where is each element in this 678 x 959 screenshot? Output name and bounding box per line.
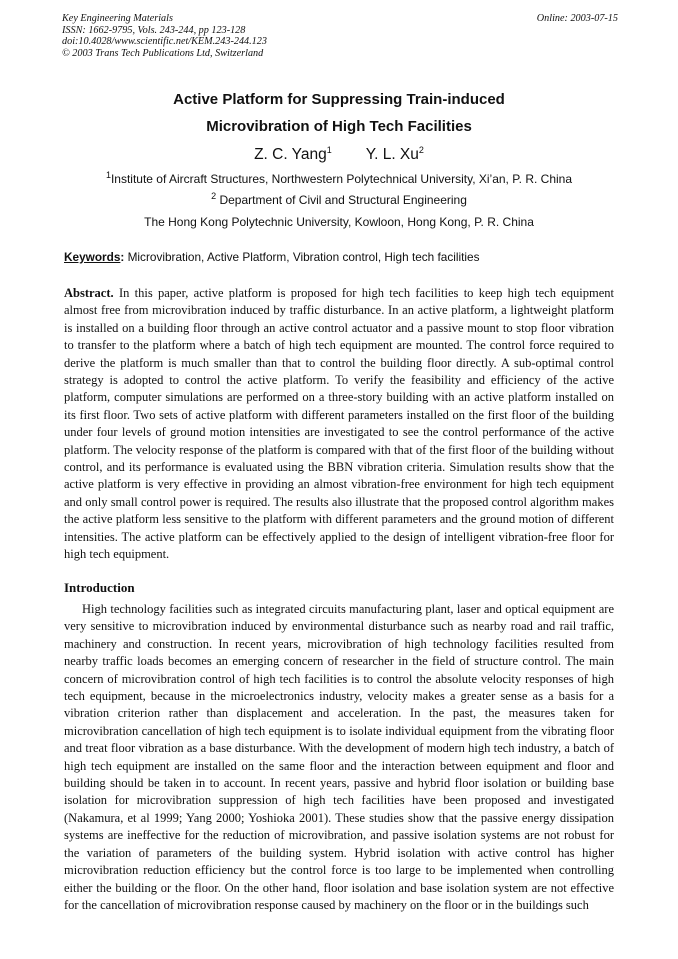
affiliation-text: Institute of Aircraft Structures, Northwestern Polytechnical University, Xi’an, P. R. China bbox=[110, 172, 573, 186]
abstract bbox=[64, 285, 614, 564]
online-date: Online: 2003-07-15 bbox=[536, 13, 618, 24]
affiliation-2 bbox=[40, 193, 638, 207]
affiliation-1 bbox=[40, 172, 638, 186]
issn-line: ISSN: 1662-9795, Vols. 243-244, pp 123-128 bbox=[62, 24, 246, 36]
author-affiliation-mark: 2 bbox=[418, 144, 424, 155]
faint-header-residue bbox=[62, 59, 618, 64]
journal-header bbox=[62, 13, 618, 64]
abstract-label: Abstract. bbox=[64, 286, 114, 300]
keywords: Keywords: Microvibration, Active Platform, Vibration control, High tech facilities bbox=[64, 250, 480, 264]
doi-line: doi:10.4028/www.scientific.net/KEM.243-244.123 bbox=[62, 36, 267, 48]
title-line-2: Microvibration of High Tech Facilities bbox=[206, 118, 472, 135]
affiliation-text: Department of Civil and Structural Engineering bbox=[219, 193, 467, 207]
author-name: Y. L. Xu bbox=[365, 146, 419, 163]
copyright-line: © 2003 Trans Tech Publications Ltd, Switzerland bbox=[62, 47, 264, 59]
author-name: Z. C. Yang bbox=[254, 146, 327, 163]
affiliation-mark: 2 bbox=[211, 191, 217, 201]
author-affiliation-mark: 1 bbox=[326, 144, 332, 155]
journal-name: Key Engineering Materials bbox=[62, 13, 173, 24]
introduction-paragraph: High technology facilities such as integrated circuits manufacturing plant, laser and optical equipment are very sensitive to microvibration induced by environmental disturbance such as nearby road and rail traffic, machinery and construction. In recent years, microvibration of high technology facilities resulted from nearby traffic loads becomes an emerging concern of researcher in the field of structure control. The main concern of microvibration control of high tech facilities is to control the absolute velocity responses of high tech equipment, because in the microelectronics industry, velocity makes a greater sense as a basis for a vibration criterion rather than displacement and acceleration. In the past, the measures taken for microvibration cancellation of high tech equipment is to isolate individual equipment from the vibrating floor and treat floor vibration as a base disturbance. With the development of modern high tech industry, a batch of high tech equipment are installed on the same floor and the interaction between equipment and floor and building should be taken in to account. In recent years, passive and hybrid floor isolation or building base isolation for microvibration suppression of high tech facilities have been proposed and investigated (Nakamura, et al 1999; Yang 2000; Yoshioka 2001). These studies show that the passive energy dissipation systems are ineffective for the reduction of microvibration, and passive isolation systems are not robust for the variation of parameters of the building system. Hybrid isolation with active control has higher microvibration reduction efficiency but the control force is too large to be implemented when controlling either the building or the floor. On the other hand, floor isolation and base isolation system are not effective for the cancellation of microvibration response caused by machinery on the floor or in the buildings such bbox=[64, 602, 614, 912]
keywords-label: Keywords bbox=[64, 250, 121, 264]
affiliation-3: The Hong Kong Polytechnic University, Kowloon, Hong Kong, P. R. China bbox=[144, 215, 534, 229]
author-list bbox=[40, 146, 638, 164]
introduction-heading: Introduction bbox=[64, 580, 135, 595]
title-line-1: Active Platform for Suppressing Train-induced bbox=[173, 91, 505, 108]
keywords-text: Microvibration, Active Platform, Vibration control, High tech facilities bbox=[127, 250, 480, 264]
affiliation-mark: 1 bbox=[105, 170, 111, 180]
abstract-text: In this paper, active platform is proposed for high tech facilities to keep high tech equipment almost free from microvibration induced by traffic disturbance. In an active platform, a lightweight platform is installed on a building floor through an active control actuator and a passive mount to stop floor vibration to transfer to the platform where a batch of high tech equipment are mounted. The control force required to derive the platform is much smaller than that to control the building floor directly. A sub-optimal control strategy is adopted to control the active platform. To verify the feasibility and efficiency of the active platform, computer simulations are performed on a three-story building with an active platform installed on its first floor. Two sets of active platform with different parameters installed on the first floor of the building under four levels of ground motion intensities are investigated to see the control performance of the active platform. The velocity response of the platform is compared with that of the first floor of the building without control, and its performance is evaluated using the BBN vibration criteria. Simulation results show that the active platform is very effective in providing an almost vibration-free environment for high tech equipment and only small control power is required. The results also illustrate that the proposed control algorithm makes the active platform less sensitive to the platform with different parameters and the ground motion of different intensities. The active platform can be effectively applied to the design of intelligent vibration-free floor for high tech equipment. bbox=[64, 286, 614, 562]
